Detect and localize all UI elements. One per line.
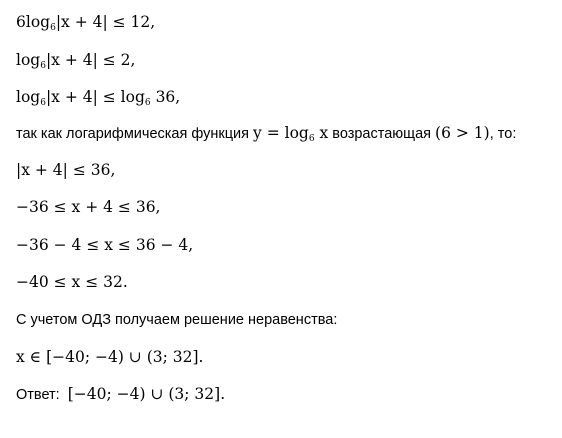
equation-line-6: −36 ≤ x + 4 ≤ 36, xyxy=(16,198,161,216)
explanation-line xyxy=(16,123,516,144)
equation-line-3 xyxy=(16,87,180,107)
equation-line-8: −40 ≤ x ≤ 32. xyxy=(16,273,128,291)
log-base: 6 xyxy=(308,134,315,144)
log-term: log xyxy=(16,88,41,106)
answer-line xyxy=(16,384,225,405)
inequality-rest: |x + 4| ≤ 2, xyxy=(45,51,136,69)
solution-set: x ∈ [−40; −4) ∪ (3; 32]. xyxy=(16,348,204,366)
explanation-text: , то: xyxy=(489,126,517,142)
function-expr: y = log xyxy=(253,124,309,142)
log-term: 6log xyxy=(16,13,51,31)
answer-value: [−40; −4) ∪ (3; 32]. xyxy=(67,385,226,403)
inequality-rest: |x + 4| ≤ 12, xyxy=(55,13,156,31)
base-condition: (6 > 1) xyxy=(435,124,490,142)
equation-line-7: −36 − 4 ≤ x ≤ 36 − 4, xyxy=(16,236,194,254)
equation-line-5: |x + 4| ≤ 36, xyxy=(16,161,116,179)
log-base: 6 xyxy=(144,98,151,108)
log-base: 6 xyxy=(40,98,46,108)
inequality-end: 36, xyxy=(150,88,181,106)
explanation-text: так как логарифмическая функция xyxy=(16,126,254,142)
conclusion-text: С учетом ОДЗ получаем решение неравенства: xyxy=(16,312,338,328)
equation-line-2 xyxy=(16,50,135,70)
function-var: x xyxy=(314,124,329,142)
answer-label: Ответ: xyxy=(16,387,60,403)
inequality-rest: |x + 4| ≤ log xyxy=(45,88,145,106)
log-base: 6 xyxy=(50,23,56,33)
log-base: 6 xyxy=(40,61,46,71)
log-term: log xyxy=(16,51,41,69)
explanation-text: возрастающая xyxy=(328,126,436,142)
equation-line-1 xyxy=(16,12,155,32)
